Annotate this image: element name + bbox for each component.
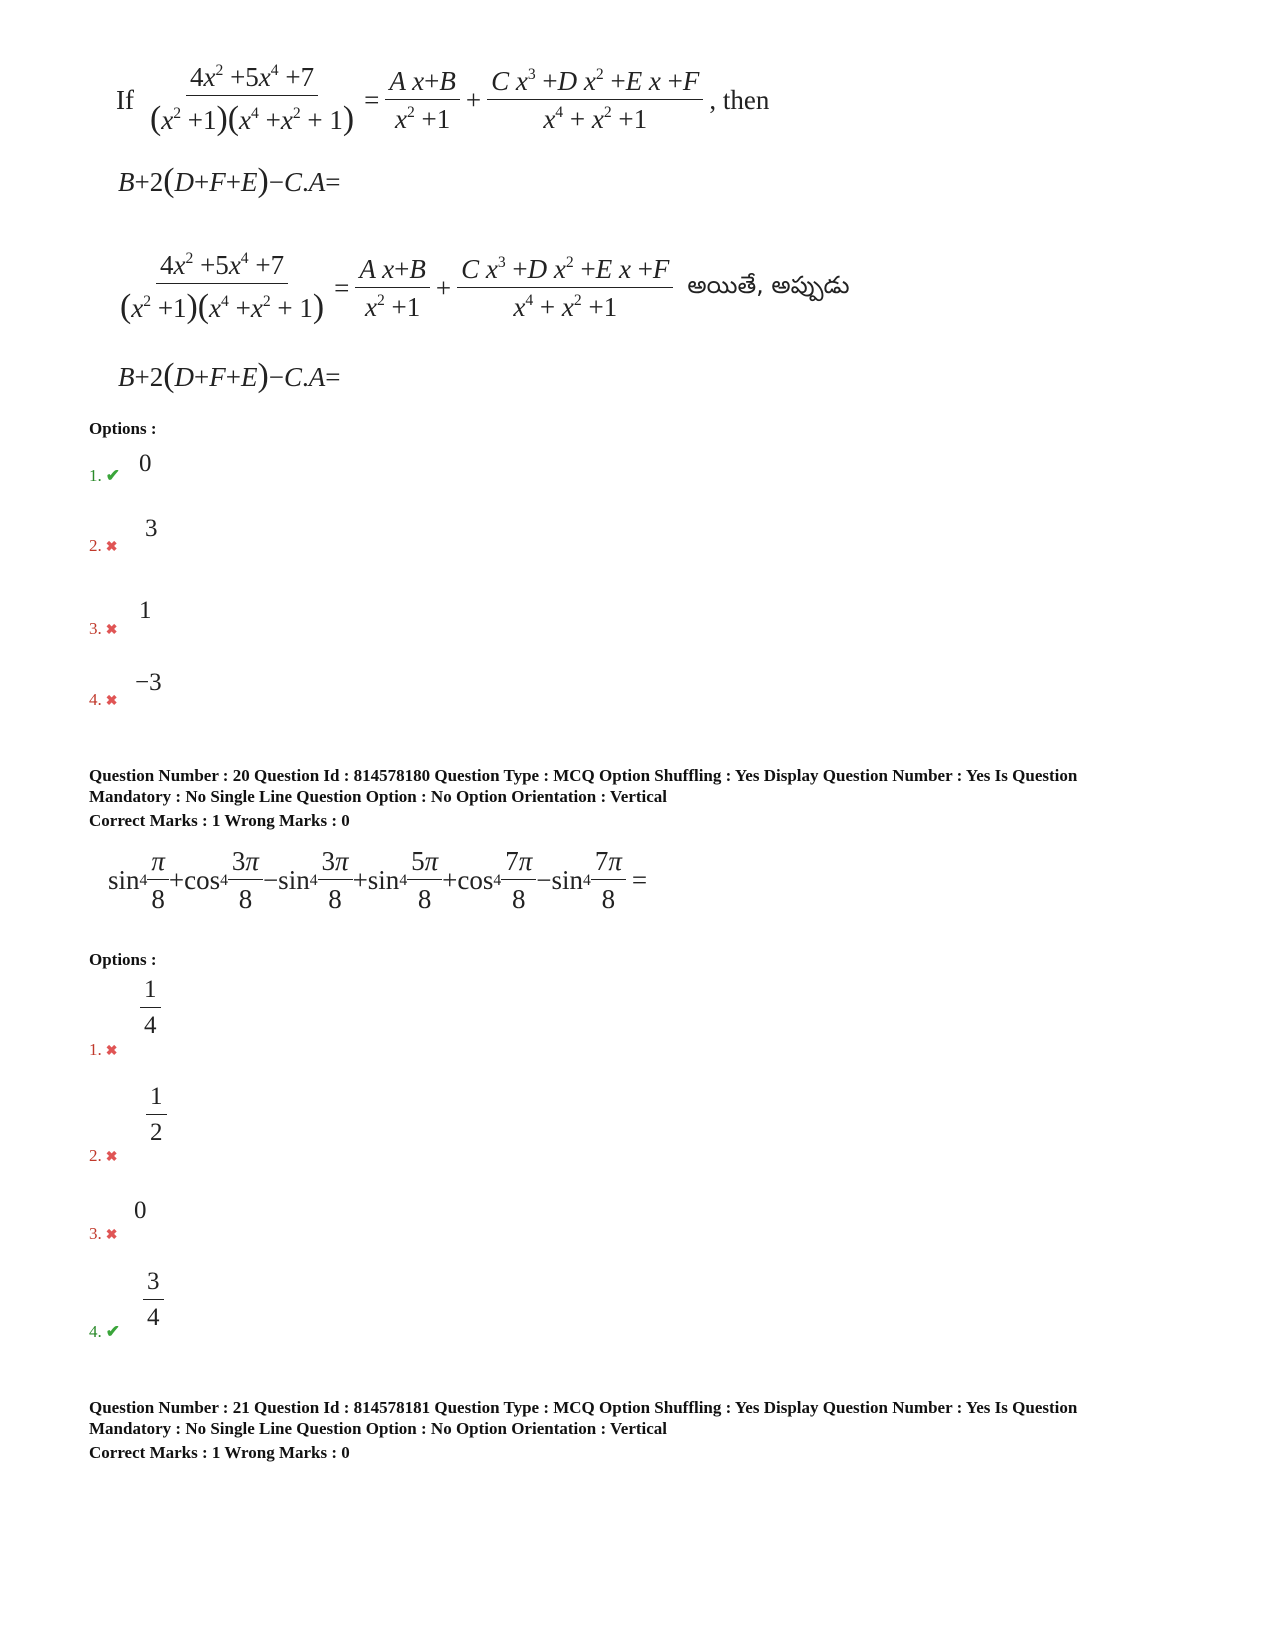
option-number: 1. bbox=[89, 1040, 102, 1059]
option-number: 4. bbox=[89, 1322, 102, 1341]
q19-lhs-numerator: $4x^2 +5x^4 +7$ bbox=[186, 62, 318, 96]
q19-option-2[interactable] bbox=[89, 536, 117, 556]
cross-icon: ✖ bbox=[105, 694, 118, 709]
q20-option-3-value: 0 bbox=[134, 1197, 147, 1224]
q20-option-3[interactable] bbox=[89, 1224, 117, 1244]
option-number: 4. bbox=[89, 690, 102, 709]
q20-meta-line2: Mandatory : No Single Line Question Option : No Option Orientation : Vertical bbox=[89, 787, 668, 806]
q19-option-4[interactable] bbox=[89, 690, 117, 710]
check-icon: ✔ bbox=[105, 466, 120, 485]
q20-meta bbox=[89, 765, 1189, 831]
q21-marks: Correct Marks : 1 Wrong Marks : 0 bbox=[89, 1443, 350, 1462]
q19-option-2-value: 3 bbox=[145, 515, 158, 542]
q19-equation-telugu: $\frac{4x^2 +5x^4 +7}{(x^2 +1)(x^4 +x^2 + 1)}$ = $\frac{\text{A x+B}}{x^2 +1}$ + $\frac{C x^3 +D x^2 +E x +F}{x^4 + x^2 +1}$ అయితే, అప్పుడు bbox=[120, 250, 850, 326]
option-number: 1. bbox=[89, 466, 102, 485]
q19-rhs1-fraction: $\frac{\text{A x+B}}{x^2 +1}$ bbox=[385, 66, 459, 135]
q20-option-1-value: $\frac{1}{4}$ bbox=[140, 976, 161, 1041]
q19-options-label: Options : bbox=[89, 419, 157, 438]
cross-icon: ✖ bbox=[105, 1150, 118, 1165]
q19-expression-telugu: B+2(D+F+E)−C.A= bbox=[118, 357, 341, 394]
option-number: 3. bbox=[89, 619, 102, 638]
cross-icon: ✖ bbox=[105, 623, 118, 638]
q20-marks: Correct Marks : 1 Wrong Marks : 0 bbox=[89, 811, 350, 830]
q19-option-3[interactable] bbox=[89, 619, 117, 639]
cross-icon: ✖ bbox=[105, 1228, 118, 1243]
cross-icon: ✖ bbox=[105, 1044, 118, 1059]
q19-lhs-fraction bbox=[146, 62, 358, 139]
q20-meta-line1: Question Number : 20 Question Id : 814578180 Question Type : MCQ Option Shuffling : Yes Display Question Number : Yes Is Question bbox=[89, 766, 1078, 785]
cross-icon: ✖ bbox=[105, 540, 118, 555]
q19-telugu-then: అయితే, అప్పుడు bbox=[687, 271, 850, 300]
q19-then-label: , then bbox=[709, 84, 770, 115]
q19-equation-english: If $\frac{4x^2 +5x^4 +7}{(x^2 +1)(x^4 +x^2 + 1)}$ = $\frac{\text{A x+B}}{x^2 +1}$ + $\frac{C x^3 +D x^2 +E x +F}{x^4 + x^2 +1}$ , then bbox=[116, 62, 770, 138]
q19-expression-english: B+2(D+F+E)−C.A= bbox=[118, 162, 341, 199]
option-number: 2. bbox=[89, 536, 102, 555]
q19-option-1-value: 0 bbox=[139, 450, 152, 477]
q21-meta-line1: Question Number : 21 Question Id : 814578181 Question Type : MCQ Option Shuffling : Yes Display Question Number : Yes Is Question bbox=[89, 1398, 1078, 1417]
q19-lhs-denominator: $(x^2 +1)(x^4 +x^2 + 1)$ bbox=[149, 100, 355, 138]
q20-option-4[interactable] bbox=[89, 1322, 120, 1342]
q21-meta-line2: Mandatory : No Single Line Question Option : No Option Orientation : Vertical bbox=[89, 1419, 668, 1438]
q19-if-label: If bbox=[116, 84, 134, 115]
q20-option-4-value: $\frac{3}{4}$ bbox=[143, 1268, 164, 1333]
check-icon: ✔ bbox=[105, 1322, 120, 1341]
q20-equation: sin 4 $\frac{\pi}{8}$ +cos 4 $\frac{3\pi}{8}$ −sin 4 $\frac{3\pi}{8}$ +sin 4 $\frac{5\pi}{8}$ +cos 4 $\frac{7\pi}{8}$ −sin 4 $\frac{7\pi}{8}$ = bbox=[108, 846, 648, 915]
q19-rhs2-fraction: $\frac{C x^3 +D x^2 +E x +F}{x^4 + x^2 +1}$ bbox=[487, 66, 703, 135]
q20-option-1[interactable] bbox=[89, 1040, 117, 1060]
q20-options-label: Options : bbox=[89, 950, 157, 969]
q20-option-2-value: $\frac{1}{2}$ bbox=[146, 1083, 167, 1148]
q19-option-4-value: −3 bbox=[135, 669, 162, 696]
option-number: 3. bbox=[89, 1224, 102, 1243]
q19-option-1[interactable] bbox=[89, 466, 120, 486]
q20-option-2[interactable] bbox=[89, 1146, 117, 1166]
q19-option-3-value: 1 bbox=[139, 597, 152, 624]
q21-meta bbox=[89, 1397, 1189, 1463]
option-number: 2. bbox=[89, 1146, 102, 1165]
